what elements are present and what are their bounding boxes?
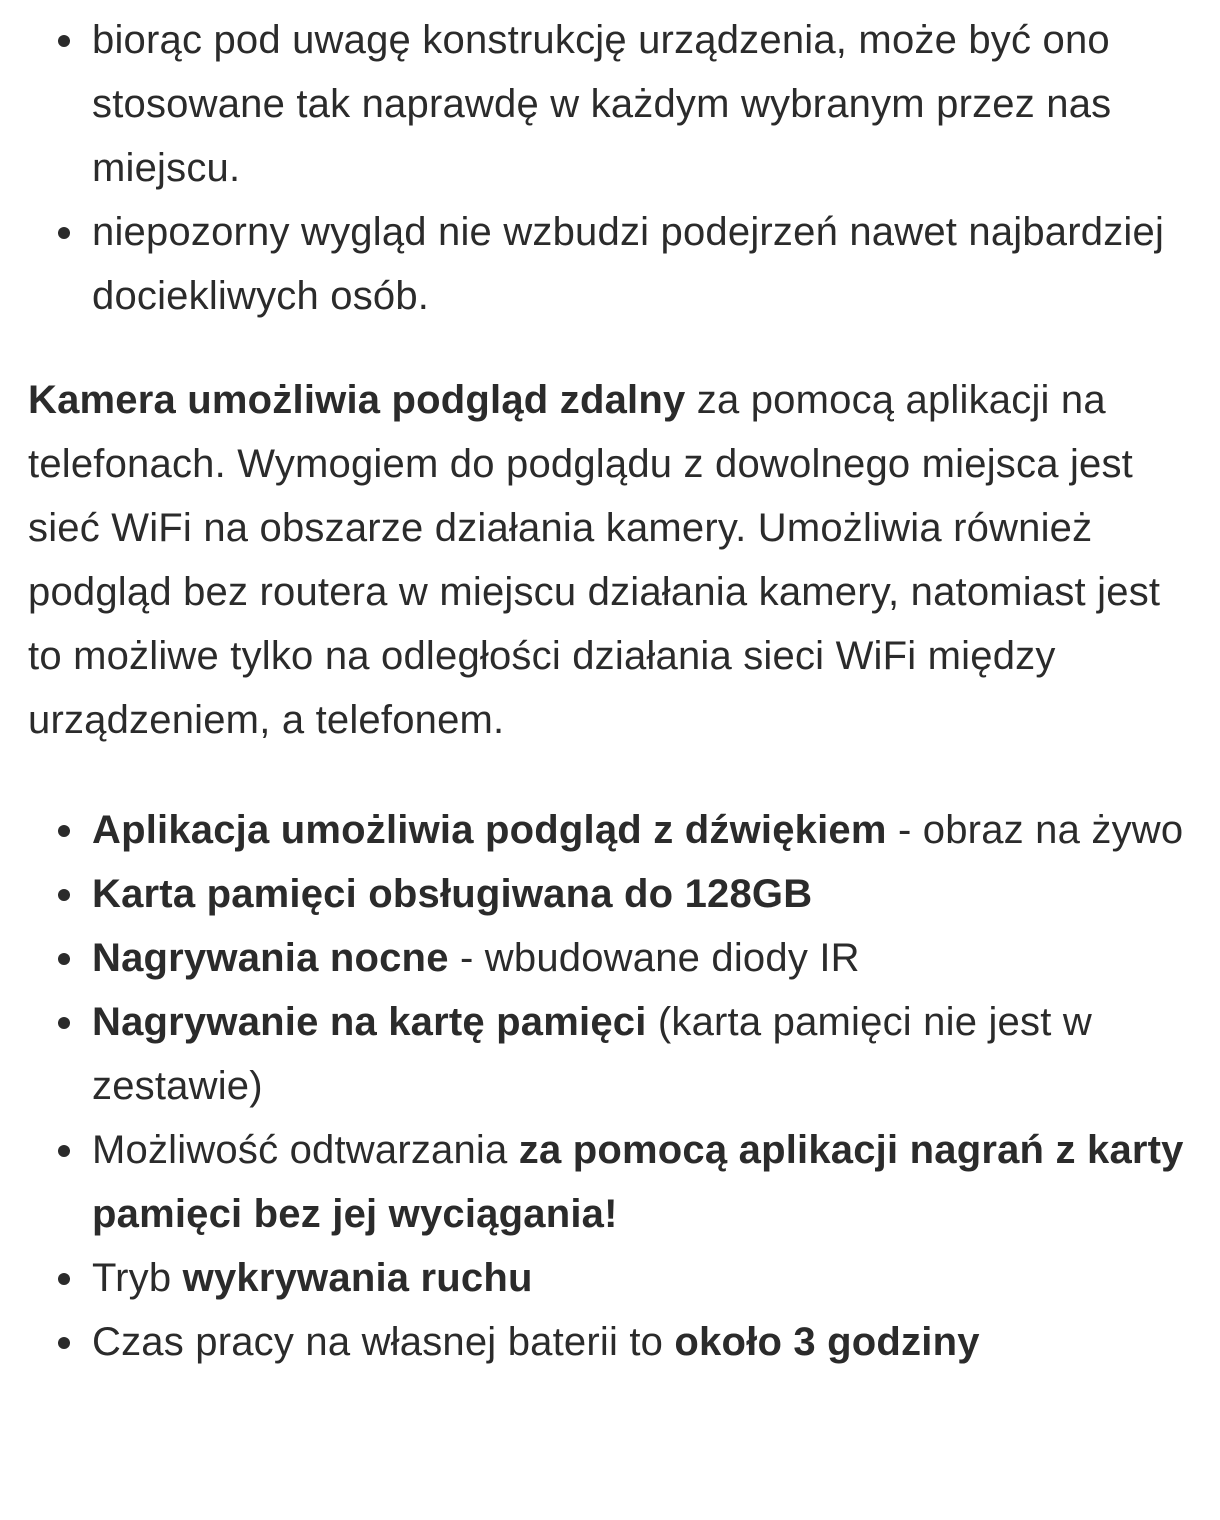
feature-bold: Nagrywanie na kartę pamięci <box>92 1000 647 1044</box>
feature-bold: wykrywania ruchu <box>182 1256 533 1300</box>
feature-text: - wbudowane diody IR <box>448 936 860 980</box>
list-item: biorąc pod uwagę konstrukcję urządzenia, może być ono stosowane tak naprawdę w każdym wybranym przez nas miejscu. <box>92 8 1192 200</box>
feature-bold: Karta pamięci obsługiwana do 128GB <box>92 872 813 916</box>
feature-text: Czas pracy na własnej baterii to <box>92 1320 675 1364</box>
feature-text: Tryb <box>92 1256 183 1300</box>
list-item: niepozorny wygląd nie wzbudzi podejrzeń nawet najbardziej dociekliwych osób. <box>92 200 1192 328</box>
feature-bold: około 3 godziny <box>674 1320 980 1364</box>
paragraph-bold: Kamera umożliwia podgląd zdalny <box>28 378 686 422</box>
list-item <box>92 1118 1192 1246</box>
list-item <box>92 926 1192 990</box>
list-item <box>92 1246 1192 1310</box>
feature-text: (karta pamięci nie jest w zestawie) <box>92 1000 1092 1108</box>
list-item <box>92 798 1192 862</box>
paragraph-text: za pomocą aplikacji na telefonach. Wymogiem do podglądu z dowolnego miejsca jest sieć WiFi na obszarze działania kamery. Umożliwia również podgląd bez routera w miejscu działania kamery, natomiast jest to możliwe tylko na odległości działania sieci WiFi między urządzeniem, a telefonem. <box>28 378 1161 742</box>
features-list <box>28 798 1192 1374</box>
feature-text: Możliwość odtwarzania <box>92 1128 519 1172</box>
list-item <box>92 1310 1192 1374</box>
list-item <box>92 862 1192 926</box>
feature-bold: Aplikacja umożliwia podgląd z dźwiękiem <box>92 808 887 852</box>
intro-list <box>28 8 1192 328</box>
feature-bold: za pomocą aplikacji nagrań z karty pamięci bez jej wyciągania! <box>92 1128 1184 1236</box>
feature-bold: Nagrywania nocne <box>92 936 449 980</box>
feature-text: - obraz na żywo <box>886 808 1184 852</box>
remote-view-paragraph <box>28 368 1192 752</box>
list-item <box>92 990 1192 1118</box>
